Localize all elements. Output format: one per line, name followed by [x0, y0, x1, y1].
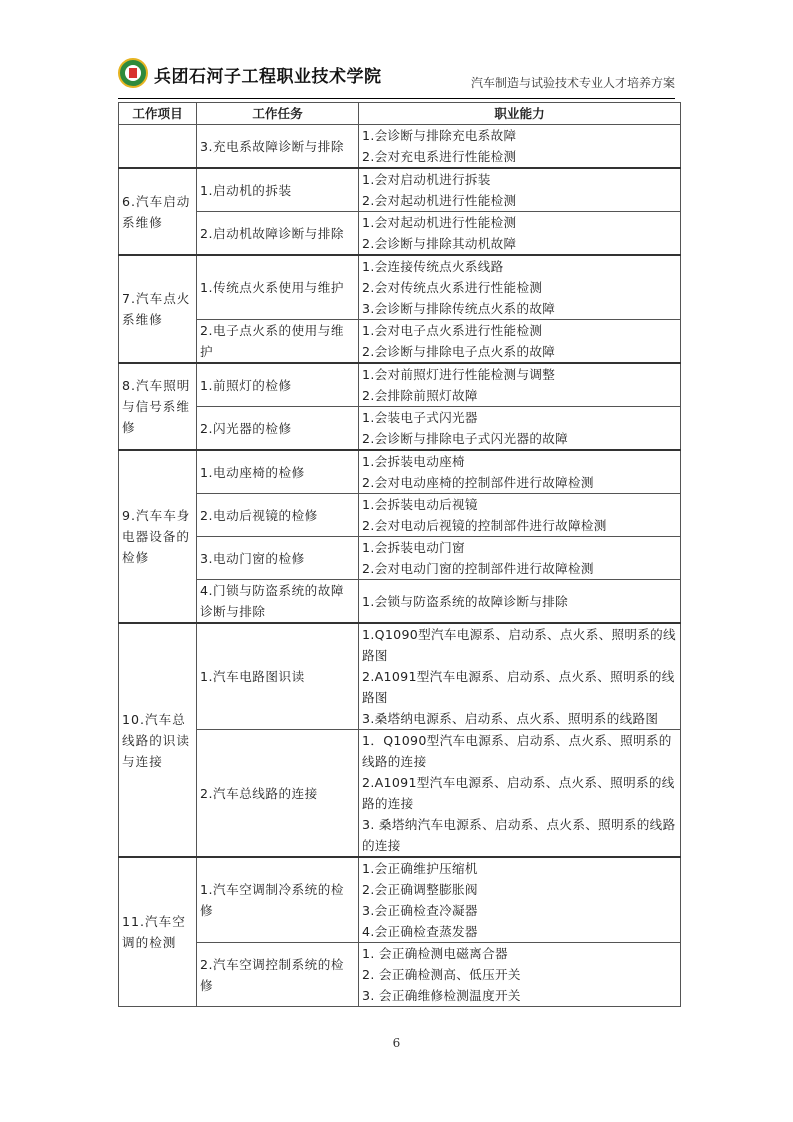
ability-cell	[359, 623, 681, 730]
document-title: 汽车制造与试验技术专业人才培养方案	[470, 76, 675, 90]
ability-item: 3. 会正确维修检测温度开关	[362, 988, 521, 1003]
ability-item: 1.会拆装电动后视镜	[362, 497, 478, 512]
table-row	[119, 407, 681, 451]
work-task-cell: 2.电动后视镜的检修	[197, 494, 359, 537]
work-task-cell: 2.闪光器的检修	[197, 407, 359, 451]
ability-item: 2.会诊断与排除其动机故障	[362, 236, 517, 251]
table-row	[119, 212, 681, 256]
work-task-cell: 3.电动门窗的检修	[197, 537, 359, 580]
ability-item: 4.会正确检查蒸发器	[362, 924, 478, 939]
ability-item: 2.A1091型汽车电源系、启动系、点火系、照明系的线路的连接	[362, 775, 675, 811]
ability-item: 1.会对前照灯进行性能检测与调整	[362, 367, 556, 382]
table-row	[119, 730, 681, 858]
work-task-cell: 2.电子点火系的使用与维护	[197, 320, 359, 364]
page-number: 6	[392, 1036, 401, 1050]
work-task-cell: 2.启动机故障诊断与排除	[197, 212, 359, 256]
ability-item: 2. 会正确检测高、低压开关	[362, 967, 521, 982]
ability-item: 1.会锁与防盗系统的故障诊断与排除	[362, 593, 569, 609]
header-ability: 职业能力	[359, 103, 681, 125]
ability-item: 2.会正确调整膨胀阀	[362, 882, 478, 897]
ability-cell	[359, 363, 681, 407]
table-row	[119, 943, 681, 1007]
table-row	[119, 623, 681, 730]
ability-item: 1.会对启动机进行拆装	[362, 172, 491, 187]
table-row	[119, 580, 681, 624]
work-task-cell: 2.汽车总线路的连接	[197, 730, 359, 858]
ability-cell	[359, 168, 681, 212]
work-task-cell: 2.汽车空调控制系统的检修	[197, 943, 359, 1007]
ability-cell	[359, 943, 681, 1007]
ability-item: 2.会对起动机进行性能检测	[362, 193, 517, 208]
table-row	[119, 857, 681, 943]
ability-item: 3.桑塔纳电源系、启动系、点火系、照明系的线路图	[362, 711, 659, 726]
ability-item: 1.Q1090型汽车电源系、启动系、点火系、照明系的线路图	[362, 627, 676, 663]
table-row	[119, 450, 681, 494]
ability-item: 1.会拆装电动门窗	[362, 540, 465, 555]
header-rule	[118, 98, 675, 99]
ability-item: 1.会拆装电动座椅	[362, 454, 465, 469]
work-task-cell: 1.汽车空调制冷系统的检修	[197, 857, 359, 943]
school-logo-icon	[118, 58, 148, 88]
ability-cell	[359, 212, 681, 256]
work-task-cell: 4.门锁与防盗系统的故障诊断与排除	[197, 580, 359, 624]
work-task-cell: 1.传统点火系使用与维护	[197, 255, 359, 320]
work-task-cell: 1.汽车电路图识读	[197, 623, 359, 730]
ability-item: 1.会诊断与排除充电系故障	[362, 128, 517, 143]
ability-cell	[359, 580, 681, 624]
table-row	[119, 494, 681, 537]
ability-item: 2.会对电动座椅的控制部件进行故障检测	[362, 475, 594, 490]
competency-table	[118, 102, 681, 1007]
ability-cell	[359, 537, 681, 580]
ability-cell	[359, 494, 681, 537]
table-body	[119, 125, 681, 1007]
work-project-cell: 10.汽车总线路的识读与连接	[119, 623, 197, 857]
ability-item: 2.会对充电系进行性能检测	[362, 149, 517, 164]
ability-item: 1．Q1090型汽车电源系、启动系、点火系、照明系的线路的连接	[362, 733, 672, 769]
ability-cell	[359, 857, 681, 943]
table-row	[119, 363, 681, 407]
ability-cell	[359, 730, 681, 858]
ability-item: 3.会正确检查冷凝器	[362, 903, 478, 918]
ability-cell	[359, 450, 681, 494]
ability-cell	[359, 255, 681, 320]
table-row	[119, 168, 681, 212]
ability-item: 2.会诊断与排除电子式闪光器的故障	[362, 431, 569, 446]
ability-item: 1.会连接传统点火系线路	[362, 259, 504, 274]
ability-item: 1.会对起动机进行性能检测	[362, 215, 517, 230]
ability-cell	[359, 320, 681, 364]
work-project-cell: 7.汽车点火系维修	[119, 255, 197, 363]
work-project-cell: 6.汽车启动系维修	[119, 168, 197, 255]
work-project-cell: 11.汽车空调的检测	[119, 857, 197, 1007]
ability-item: 1.会正确维护压缩机	[362, 861, 478, 876]
work-project-cell	[119, 125, 197, 169]
table-row	[119, 320, 681, 364]
page-header	[118, 58, 675, 100]
table-row	[119, 125, 681, 169]
work-project-cell: 9.汽车车身电器设备的检修	[119, 450, 197, 623]
ability-item: 3.会诊断与排除传统点火系的故障	[362, 301, 556, 316]
ability-item: 1. 会正确检测电磁离合器	[362, 946, 508, 961]
table-header-row	[119, 103, 681, 125]
ability-item: 1.会装电子式闪光器	[362, 410, 478, 425]
header-task: 工作任务	[197, 103, 359, 125]
table-row	[119, 537, 681, 580]
ability-item: 2.会对传统点火系进行性能检测	[362, 280, 543, 295]
header-project: 工作项目	[119, 103, 197, 125]
ability-item: 1.会对电子点火系进行性能检测	[362, 323, 543, 338]
ability-item: 2.会对电动后视镜的控制部件进行故障检测	[362, 518, 607, 533]
ability-item: 2.会对电动门窗的控制部件进行故障检测	[362, 561, 594, 576]
school-name: 兵团石河子工程职业技术学院	[154, 67, 382, 87]
ability-cell	[359, 125, 681, 169]
ability-item: 3. 桑塔纳汽车电源系、启动系、点火系、照明系的线路的连接	[362, 817, 676, 853]
ability-item: 2.A1091型汽车电源系、启动系、点火系、照明系的线路图	[362, 669, 675, 705]
work-task-cell: 1.启动机的拆装	[197, 168, 359, 212]
work-project-cell: 8.汽车照明与信号系维修	[119, 363, 197, 450]
ability-item: 2.会排除前照灯故障	[362, 388, 478, 403]
ability-cell	[359, 407, 681, 451]
table-row	[119, 255, 681, 320]
ability-item: 2.会诊断与排除电子点火系的故障	[362, 344, 556, 359]
work-task-cell: 1.前照灯的检修	[197, 363, 359, 407]
work-task-cell: 3.充电系故障诊断与排除	[197, 125, 359, 169]
work-task-cell: 1.电动座椅的检修	[197, 450, 359, 494]
